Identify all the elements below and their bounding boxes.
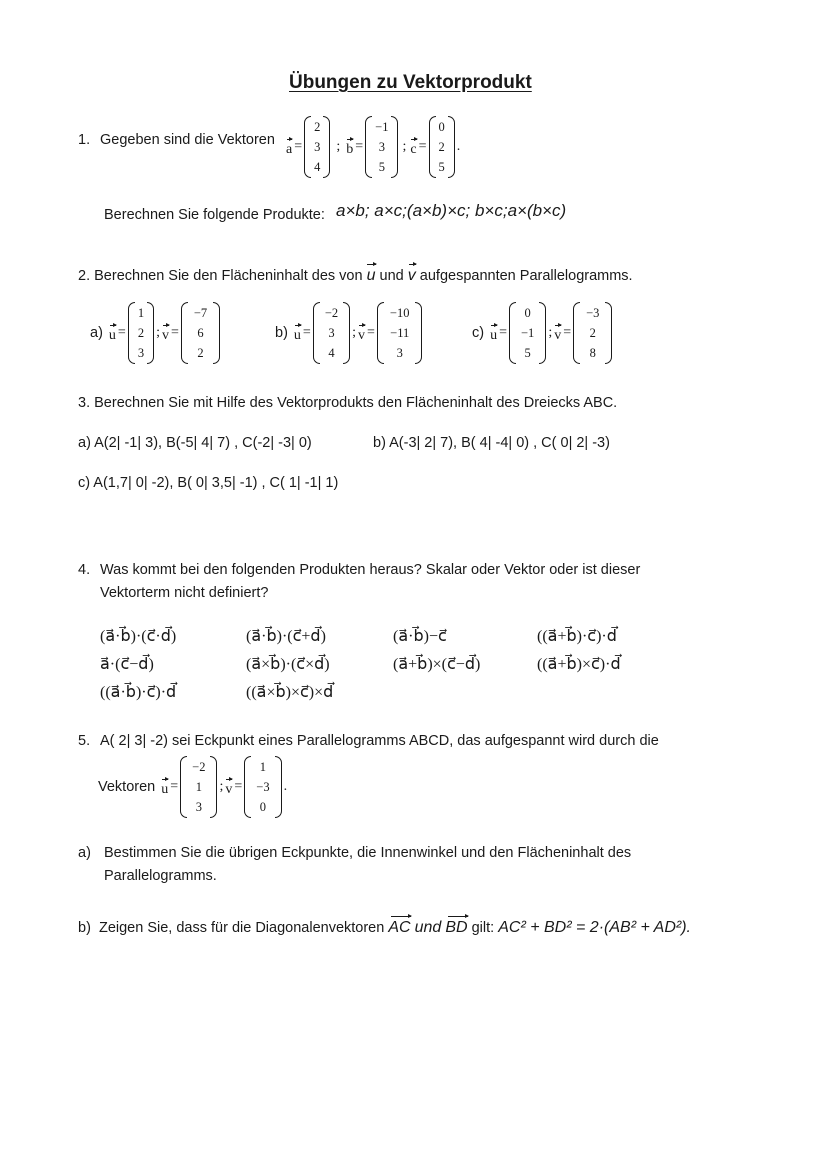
- expression: a⃗·(c⃗−d⃗): [100, 656, 154, 673]
- task3-c: c) A(1,7| 0| -2), B( 0| 3,5| -1) , C( 1| -1| 1): [78, 475, 339, 491]
- task1-products: [336, 201, 566, 221]
- vector-v-label: v: [408, 262, 416, 284]
- task4-line1: Was kommt bei den folgenden Produkten heraus? Skalar oder Vektor oder ist dieser: [100, 562, 641, 578]
- product-4: b×c;: [474, 201, 508, 220]
- vector-u-label: u: [367, 262, 376, 284]
- expression: ((a⃗·b⃗)·c⃗)·d⃗: [100, 684, 177, 701]
- expression: ((a⃗+b⃗)×c⃗)·d⃗: [537, 656, 621, 673]
- vector-b: −1 3 5: [365, 116, 398, 178]
- vector-a: 2 3 4: [304, 116, 330, 178]
- product-3: (a×b)×c;: [406, 201, 471, 220]
- vector-c-name: c: [410, 137, 416, 157]
- expression: ((a⃗+b⃗)·c⃗)·d⃗: [537, 628, 617, 645]
- page-title: Übungen zu Vektorprodukt: [289, 72, 532, 93]
- task2-part-a: a) u = 1 2 3 ; v = −7 6 2: [90, 302, 220, 364]
- task5-a-line1: Bestimmen Sie die übrigen Eckpunkte, die Innenwinkel und den Flächeninhalt des: [104, 845, 632, 861]
- task5-vectors: Vektoren u = −2 1 3 ; v = 1 −3 0 .: [98, 756, 289, 818]
- product-5: a×(b×c): [507, 201, 567, 220]
- vector-a-name: a: [286, 137, 292, 157]
- expression: ((a⃗×b⃗)×c⃗)×d⃗: [246, 684, 334, 701]
- task5-b-formula: AC² + BD² = 2·(AB² + AD²).: [498, 919, 691, 936]
- task1-vectors: a = 2 3 4 ; b = −1 3 5 ; c = 0 2 5 .: [286, 116, 462, 178]
- task2-part-c: c) u = 0 −1 5 ; v = −3 2 8: [472, 302, 612, 364]
- task4-line2: Vektorterm nicht definiert?: [100, 585, 269, 601]
- vector-b-name: b: [346, 137, 353, 157]
- task1-number: 1.: [78, 132, 91, 148]
- task4-number: 4.: [78, 562, 91, 578]
- expression: (a⃗·b⃗)·(c⃗·d⃗): [100, 628, 177, 645]
- expression: (a⃗·b⃗)−c⃗: [393, 628, 447, 645]
- task2-part-b: b) u = −2 3 4 ; v = −10 −11 3: [275, 302, 422, 364]
- task5-a-line2: Parallelogramms.: [104, 868, 217, 884]
- task5-a-label: a): [78, 845, 91, 861]
- product-1: a×b;: [336, 201, 370, 220]
- task5-text: A( 2| 3| -2) sei Eckpunkt eines Parallelogramms ABCD, das aufgespannt wird durch die: [100, 733, 659, 749]
- task2-line: 2. Berechnen Sie den Flächeninhalt des von u und v aufgespannten Parallelogramms.: [78, 262, 633, 284]
- expression: (a⃗·b⃗)·(c⃗+d⃗): [246, 628, 326, 645]
- task5-b-line: b) Zeigen Sie, dass für die Diagonalenvektoren AC und BD gilt: AC² + BD² = 2·(AB² + AD²).: [78, 914, 691, 937]
- expression: (a⃗×b⃗)·(c⃗×d⃗): [246, 656, 330, 673]
- vector-c: 0 2 5: [429, 116, 455, 178]
- task3-line: 3. Berechnen Sie mit Hilfe des Vektorprodukts den Flächeninhalt des Dreiecks ABC.: [78, 395, 618, 411]
- product-2: a×c;: [374, 201, 407, 220]
- task5-number: 5.: [78, 733, 91, 749]
- task3-b: b) A(-3| 2| 7), B( 4| -4| 0) , C( 0| 2| -3): [373, 435, 610, 451]
- task1-intro: Gegeben sind die Vektoren: [100, 132, 275, 148]
- task1-compute-text: Berechnen Sie folgende Produkte:: [104, 207, 325, 223]
- expression: (a⃗+b⃗)×(c⃗−d⃗): [393, 656, 481, 673]
- task3-a: a) A(2| -1| 3), B(-5| 4| 7) , C(-2| -3| 0): [78, 435, 312, 451]
